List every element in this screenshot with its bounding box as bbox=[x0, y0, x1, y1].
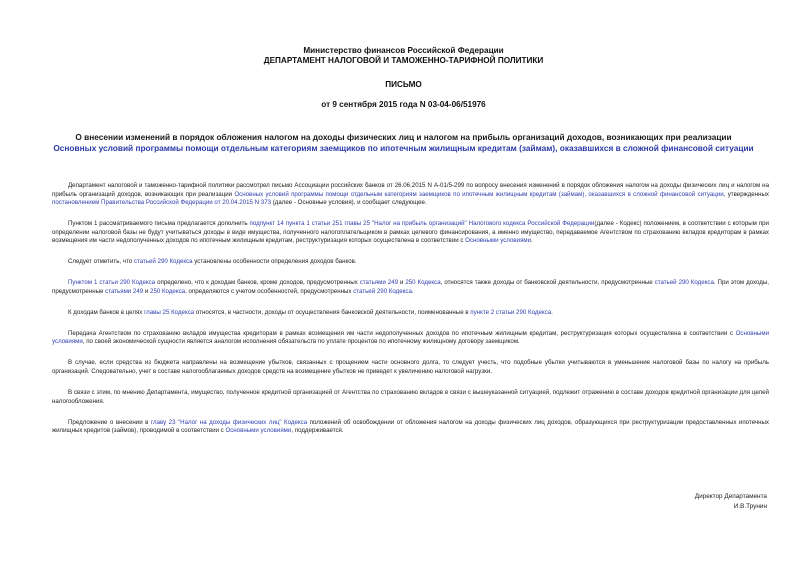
link-basic-conditions[interactable]: Основными условиями bbox=[465, 237, 532, 245]
paragraph-9 bbox=[52, 419, 769, 436]
text: Следует отметить, что bbox=[68, 258, 134, 266]
text: установлены особенности определения доходов банков. bbox=[192, 258, 357, 266]
link-basic-conditions[interactable]: Основными условиями bbox=[225, 427, 292, 435]
link-article-290[interactable]: статьей 290 Кодекса bbox=[353, 287, 412, 295]
signatory-name: И.В.Трунин bbox=[733, 502, 767, 510]
paragraph-1 bbox=[52, 182, 769, 208]
text: . bbox=[531, 237, 533, 245]
paragraph-4 bbox=[52, 279, 769, 296]
paragraph-8 bbox=[52, 389, 769, 406]
link-article-290[interactable]: статьей 290 Кодекса bbox=[133, 258, 193, 266]
text: (далее - Кодекс) положением, в соответствии с которым при определении налоговой базы не будут учитываться доходы в виде имущества, полученного налогоплательщиком в рамках целевого финансирования, а именно имущество, передаваемое Агентством по страхованию вкладов кредиторам в рамках возмещения им части недополученных доходов по ипотечным жилищным кредитам, реструктуризация которых осуществлена в соответствии с bbox=[52, 220, 769, 245]
text: К доходам банков в целях bbox=[68, 308, 145, 316]
signature-block bbox=[695, 492, 767, 511]
link-article-250[interactable]: 250 Кодекса bbox=[405, 279, 441, 287]
link-government-resolution[interactable]: постановлением Правительства Российской Федерации от 20.04.2015 N 373 bbox=[52, 199, 272, 207]
text: В случае, если средства из бюджета направлены на возмещение убытков, связанных с прощением части основного долга, то следует учесть, что подобные убытки учитываются в уменьшение налоговой базы по налогу на прибыль организаций. Следовательно, учет в составе налогооблагаемых доходов средств на возмещение убытков не приведет к увеличению налоговой нагрузки. bbox=[52, 359, 769, 376]
text: . bbox=[411, 287, 414, 295]
title-link-basic-conditions[interactable]: Основных условий программы помощи отдельным категориям заемщиков по ипотечным жилищным кредитам (займам), оказавшихся в сложной финансовой ситуации bbox=[53, 142, 754, 153]
text: . bbox=[551, 308, 553, 316]
link-article-250[interactable]: 250 Кодекса bbox=[150, 287, 186, 295]
link-article-249[interactable]: статьями 249 bbox=[359, 279, 398, 287]
link-chapter-23[interactable]: главу 23 "Налог на доходы физических лиц" Кодекса bbox=[150, 418, 308, 426]
document-header bbox=[40, 46, 767, 66]
text: , определяются с учетом особенностей, предусмотренных bbox=[185, 287, 354, 295]
paragraph-5 bbox=[52, 309, 769, 318]
link-basic-conditions[interactable]: Основными условиями bbox=[52, 329, 769, 346]
document-type bbox=[40, 80, 767, 90]
title-text: О внесении изменений в порядок обложения налогом на доходы физических лиц и налогом на прибыль организаций доходов, возникающих при реализации bbox=[75, 132, 732, 142]
link-chapter-25[interactable]: главы 25 Кодекса bbox=[144, 308, 195, 316]
document-date-number bbox=[40, 100, 767, 110]
link-article-290[interactable]: статьей 290 Кодекса bbox=[654, 279, 714, 287]
document-title bbox=[52, 132, 755, 153]
paragraph-6 bbox=[52, 330, 769, 347]
link-article-249[interactable]: статьями 249 bbox=[105, 287, 144, 295]
paragraph-2 bbox=[52, 220, 769, 246]
text: определено, что к доходам банков, кроме доходов, предусмотренных bbox=[155, 279, 360, 287]
text: Передача Агентством по страхованию вкладов имущества кредиторам в рамках возмещения им части недополученных доходов по ипотечным жилищным кредитам, реструктуризация которых осуществлена в соответствии с bbox=[68, 329, 736, 337]
paragraph-7 bbox=[52, 359, 769, 376]
department-name: ДЕПАРТАМЕНТ НАЛОГОВОЙ И ТАМОЖЕННО-ТАРИФНОЙ ПОЛИТИКИ bbox=[263, 56, 544, 65]
link-article-290-point-2[interactable]: пункте 2 статьи 290 Кодекса bbox=[470, 308, 552, 316]
text: положений об освобождении от обложения налогом на доходы физических лиц доходов, образующихся при реструктуризации предоставленных ипотечных жилищных кредитов (займов), проводимой в соответствии с bbox=[52, 418, 769, 435]
document-type-label: ПИСЬМО bbox=[385, 80, 422, 89]
text: (далее - Основные условия), и сообщает следующее. bbox=[271, 199, 427, 207]
ministry-name: Министерство финансов Российской Федерации bbox=[303, 46, 504, 55]
paragraph-3 bbox=[52, 258, 769, 267]
text: относятся, в частности, доходы от осуществления банковской деятельности, поименованные в bbox=[194, 308, 471, 316]
document-body bbox=[52, 182, 769, 448]
text: и bbox=[143, 287, 151, 295]
text: Пунктом 1 рассматриваемого письма предлагается дополнить bbox=[68, 220, 250, 228]
text: и bbox=[398, 279, 406, 287]
text: , по своей экономической сущности является аналогом исполнения обязательств по уплате процентов по ипотечному жилищному договору заемщиком. bbox=[82, 338, 520, 346]
link-article-290-point-1[interactable]: Пунктом 1 статьи 290 Кодекса bbox=[68, 279, 156, 287]
text: , поддерживается. bbox=[291, 427, 344, 435]
text: Департамент налоговой и таможенно-тарифной политики рассмотрел письмо Ассоциации российских банков от 26.06.2015 N А-01/5-299 по вопросу внесения изменений в порядок обложения налогом на доходы физических лиц и налогом на прибыль организаций доходов, возникающих при реализации bbox=[52, 182, 769, 198]
text: . При этом доходы, предусмотренные bbox=[52, 279, 769, 295]
signatory-position: Директор Департамента bbox=[694, 493, 767, 500]
link-tax-code-article-251[interactable]: подпункт 14 пункта 1 статьи 251 главы 25 "Налог на прибыль организаций" Налогового кодекса Российской Федерации bbox=[249, 220, 595, 228]
text: Предложение о внесении в bbox=[68, 418, 151, 426]
link-basic-conditions[interactable]: Основных условий программы помощи отдельным категориям заемщиков по ипотечным жилищным кредитам (займам), оказавшихся в сложной финансовой ситуации bbox=[234, 190, 724, 198]
date-number-text: от 9 сентября 2015 года N 03-04-06/51976 bbox=[321, 100, 486, 109]
text: В связи с этим, по мнению Департамента, имущество, полученное кредитной организацией от Агентства по страхованию вкладов в связи с вышеуказанной ситуацией, подлежит отражению в составе доходов кредитной организации для целей налогообложения. bbox=[52, 389, 769, 405]
text: , относятся также доходы от банковской деятельности, предусмотренные bbox=[440, 279, 655, 287]
text: , утвержденных bbox=[723, 190, 769, 198]
